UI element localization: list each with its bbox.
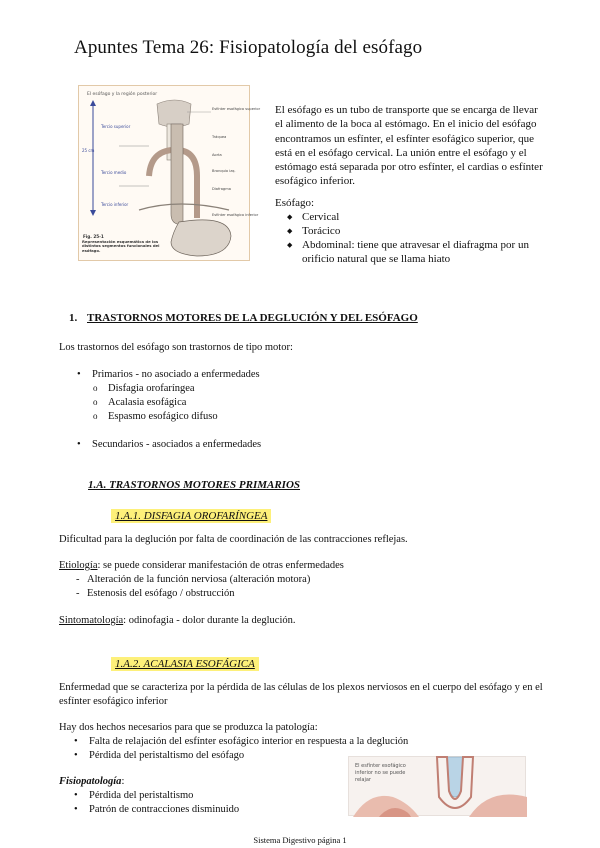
page-footer: Sistema Digestivo página 1	[253, 835, 347, 845]
left-label-3: Tercio inferior	[101, 202, 129, 207]
etiologia-block	[59, 559, 549, 601]
sintomatologia-line	[59, 614, 549, 628]
esofago-label: Esófago:	[275, 197, 315, 209]
right-label-6: Esfínter esofágico inferior	[212, 213, 259, 217]
fisiopatologia-item: • Patrón de contracciones disminuido	[74, 803, 329, 811]
fig2-caption-1: El esfínter esofágico	[355, 763, 406, 769]
section-1-title: TRASTORNOS MOTORES DE LA DEGLUCIÓN Y DEL ESÓFAGO	[87, 312, 418, 324]
fisiopatologia-label: Fisiopatología	[59, 776, 122, 787]
disfagia-definition: Dificultad para la deglución por falta de coordinación de las contracciones reflejas.	[59, 534, 408, 545]
primarios-sublist	[77, 382, 337, 424]
sphincter-illustration	[349, 757, 527, 817]
section-1a2-heading-wrap	[111, 654, 259, 672]
esofago-part: ◆ Abdominal: tiene que atravesar el diafragma por un orificio natural que se llama hiato	[275, 238, 545, 266]
fisiopatologia-colon: :	[121, 776, 125, 787]
length-label: 25 cm	[82, 148, 95, 153]
left-label-2: Tercio medio	[101, 170, 127, 175]
section-1-intro: Los trastornos del esófago son trastornos de tipo motor:	[59, 342, 293, 353]
right-label-2: Tráquea	[212, 135, 227, 139]
esofago-part: ◆ Torácico	[275, 224, 545, 238]
primarios-sub-item: o Acalasia esofágica	[93, 396, 337, 410]
caption-line-2: Representación esquemática de los distintos segmentos funcionales del esófago.	[82, 239, 160, 253]
sintomatologia-text: : odinofagia - dolor durante la deglución.	[123, 615, 296, 626]
hecho-item: • Pérdida del peristaltismo del esófago	[74, 749, 554, 763]
page-title: Apuntes Tema 26: Fisiopatología del esófago	[74, 37, 423, 58]
section-1a-heading: 1.A. TRASTORNOS MOTORES PRIMARIOS	[88, 479, 301, 491]
etiologia-text: : se puede considerar manifestación de otras enfermedades	[97, 560, 344, 571]
section-1a1-heading-wrap	[111, 506, 271, 524]
section-1-heading	[69, 312, 418, 324]
primarios-sub-item: o Disfagia orofaríngea	[93, 382, 337, 396]
motor-types-list	[77, 368, 337, 452]
esophagus-diagram	[79, 86, 261, 260]
primarios-item: • Primarios - no asociado a enfermedades	[77, 368, 337, 382]
etiologia-item: - Alteración de la función nerviosa (alteración motora)	[74, 573, 549, 587]
fisiopatologia-item: • Pérdida del peristaltismo	[74, 789, 329, 803]
hechos-intro: Hay dos hechos necesarios para que se produzca la patología:	[59, 722, 318, 733]
fig2-caption-3: relajar	[355, 777, 371, 783]
esofago-parts-list	[275, 210, 545, 266]
right-label-5: Diafragma	[212, 187, 231, 191]
hecho-item: • Falta de relajación del esfínter esofágico interior en respuesta a la deglución	[74, 735, 554, 749]
intro-paragraph: El esófago es un tubo de transporte que se encarga de llevar el alimento de la boca al estómago. En el inicio del esófago encontramos un esfínter, el esfínter esofágico superior, que está en el esófago cervical. La unión entre el esófago y el estómago está separada por otro esfínter, el cardias o esfínter esofágico inferior.	[275, 104, 543, 188]
fisiopatologia-block	[59, 775, 329, 815]
etiologia-label: Etiología	[59, 560, 98, 571]
etiologia-item: - Estenosis del esófago / obstrucción	[74, 587, 549, 601]
esofago-part: ◆ Cervical	[275, 210, 545, 224]
fig2-caption-2: inferior no se puede	[355, 770, 406, 776]
primarios-sub-item: o Espasmo esofágico difuso	[93, 410, 337, 424]
acalasia-definition: Enfermedad que se caracteriza por la pérdida de las células de los plexos nerviosos en el cuerpo del esófago y en el esfínter esofágico inferior	[59, 682, 543, 707]
left-label-1: Tercio superior	[101, 124, 131, 129]
section-1a2-heading: 1.A.2. ACALASIA ESOFÁGICA	[111, 657, 259, 671]
sintomatologia-label: Sintomatología	[59, 615, 124, 626]
sphincter-figure	[348, 756, 526, 816]
right-label-1: Esfínter esofágico superior	[212, 107, 261, 111]
section-1a1-heading: 1.A.1. DISFAGIA OROFARÍNGEA	[111, 509, 271, 523]
figure-top-label: El esófago y la región posterior	[87, 92, 158, 97]
section-1-number: 1.	[69, 312, 78, 324]
caption-line-1: Fig. 25-1	[83, 234, 104, 239]
right-label-3: Aorta	[212, 153, 222, 157]
right-label-4: Bronquio izq.	[212, 169, 236, 173]
esophagus-anatomy-figure	[78, 85, 261, 261]
secundarios-item: • Secundarios - asociados a enfermedades	[77, 438, 337, 452]
